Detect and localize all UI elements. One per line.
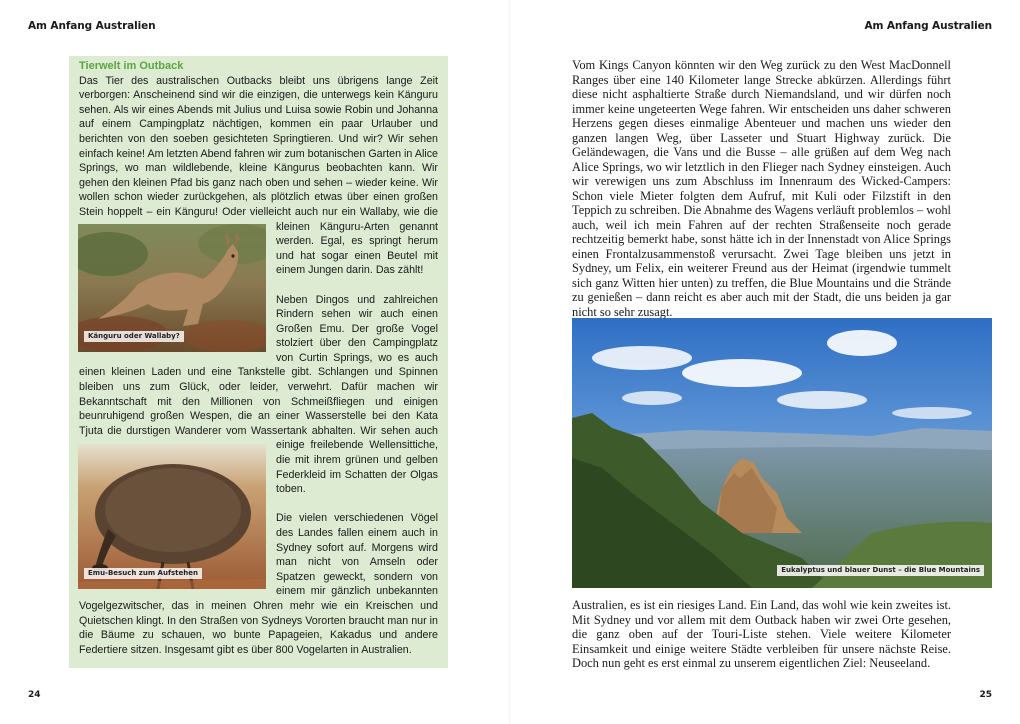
box-title: Tierwelt im Outback [79,60,184,72]
body-text-top: Vom Kings Canyon könnten wir den Weg zurück zu den West MacDonnell Ranges über eine 140 Kilometer lange Strecke abkürzen. Allerdings führt diese nicht asphaltierte Straße durch Niemandsland, und wir dürfen noch immer keine ungeteerten Wege fahren. Wir entscheiden uns daher schweren Herzens gegen dieses einmalige Abenteuer und machen uns wieder den ganzen langen Weg, über Lasseter und Stuart Highway zurück. Die Geländewagen, die Vans und die Busse – alle grüßen auf dem Weg nach Alice Springs, wo wir letztlich in den Flieger nach Sydney einsteigen. Auch wir verewigen uns zum Abschluss im Innenraum des Wicked-Campers: Schon viele Mieter folgten dem Aufruf, mit Kuli oder Filzstift in den Teppich zu schreiben. Die Abnahme des Wagens verläuft problemlos – wohl auch, weil ich mein Fahren auf der rechten Straßenseite noch gerade rechtzeitig bemerkt habe, sonst hätte ich in der Innenstadt von Alice Springs einen Frontalzusammenstoß verursacht. Zwei Tage bleiben uns jetzt in Sydney, um Felix, ein weiterer Freund aus der Heimat (irgendwie tummelt sich ganz Witten hier unten) zu treffen, die Blue Mountains und die Strände zu genießen – dann reicht es aber auch mit der Stadt, die uns beiden ja gar nicht so sehr zusagt. [572,58,951,319]
box-paragraph-3: Die vielen verschiedenen Vögel des Landes fallen einem auch in Sydney sofort auf. Morgens wird man nicht von Amseln oder Spatzen geweckt, sondern von einem mir gänzlich unbekannten Vogelgezwitscher, das in meinen Ohren mehr wie ein Kreischen und Quietschen klingt. In den Straßen von Sydneys Vororten braucht man nur in die Bäume zu schauen, wo bunte Papageien, Kakadus und andere Federtiere sitzen. Insgesamt gibt es über 800 Vogelarten in Australien. [79,512,438,656]
box-paragraph-2-start: Neben Dingos und zahlreichen Rindern sehen wir auch einen Großen Emu. Der große Vogel stolziert über den Campingplatz von Curtin Springs, wo es auch einen kleinen Laden und eine Tankstelle gibt. Schlangen und Spinnen bleiben uns zum Glück, oder leider, verwehrt. Dafür machen wir Bekanntschaft mit den Millionen von Schmeißfliegen und einigen beunruhigend großen Wespen, die an einer Wasserstelle bei den Kata Tjuta die durstigen Wanderer vom Wassertank [79,293,438,437]
box-paragraph-1-start: Das Tier des australischen Outbacks bleibt uns übrigens lange Zeit verborgen: Anscheinend sind wir die einzigen, die unterwegs kein Känguru sehen. Als wir eines Abends mit Julius und Luisa sowie Robin und Johanna auf einem Campingplatz nächtigen, kommen ein paar Urlauber und berichten von den soeben gesichteten Springtieren. Und wir? Wir sehen einfach keine! Am letzten Abend fahren wir zum botanischen Garten in Alice Springs, wo man wildlebende, kleine Kängurus beobachten kann. Wir gehen den kleinen Pfad bis ganz nach oben und sehen – wieder keine. Wir wollen schon wieder zurückgehen, als plötzlich etwas über einen großen Stein hoppelt – ein Känguru! Oder vielleicht auch nur ein Wallaby, wie die [79,74,438,218]
blue-mountains-caption: Eukalyptus und blauer Dunst – die Blue Mountains [777,565,984,576]
page-number-right: 25 [979,690,992,700]
box-paragraph-2-end: abhalten. Wir sehen auch einige freilebende Wellensittiche, die mit ihrem grünen und gelben Federkleid im Schatten der Olgas toben. [276,424,438,496]
blue-mountains-photo [572,318,992,588]
book-gutter [509,0,511,724]
emu-photo [78,444,266,589]
box-paragraph-1 [79,74,438,340]
kangaroo-photo [78,224,266,352]
sidebar-box-tierwelt [69,56,448,668]
running-head-right: Am Anfang Australien [864,20,992,32]
page-number-left: 24 [28,690,41,700]
box-paragraph-1-end: kleinen Känguru-Arten genannt werden. Egal, es springt herum und hat sogar einen Beutel mit einem Jungen darin. Das zählt! [276,220,438,277]
kangaroo-caption: Känguru oder Wallaby? [84,331,184,342]
running-head-left: Am Anfang Australien [28,20,156,32]
emu-caption: Emu-Besuch zum Aufstehen [84,568,202,579]
blue-mountains-image [572,318,992,588]
body-text-bottom: Australien, es ist ein riesiges Land. Ein Land, das wohl wie kein zweites ist. Mit Sydney und vor allem mit dem Outback haben wir zwei Orte gesehen, die ganz oben auf der Touri-Liste stehen. Viele weitere Kilometer Einsamkeit und einige weitere Städte verbleiben für unsere nächste Reise. Doch nun geht es erst einmal zu unserem eigentlichen Ziel: Neuseeland. [572,598,951,670]
